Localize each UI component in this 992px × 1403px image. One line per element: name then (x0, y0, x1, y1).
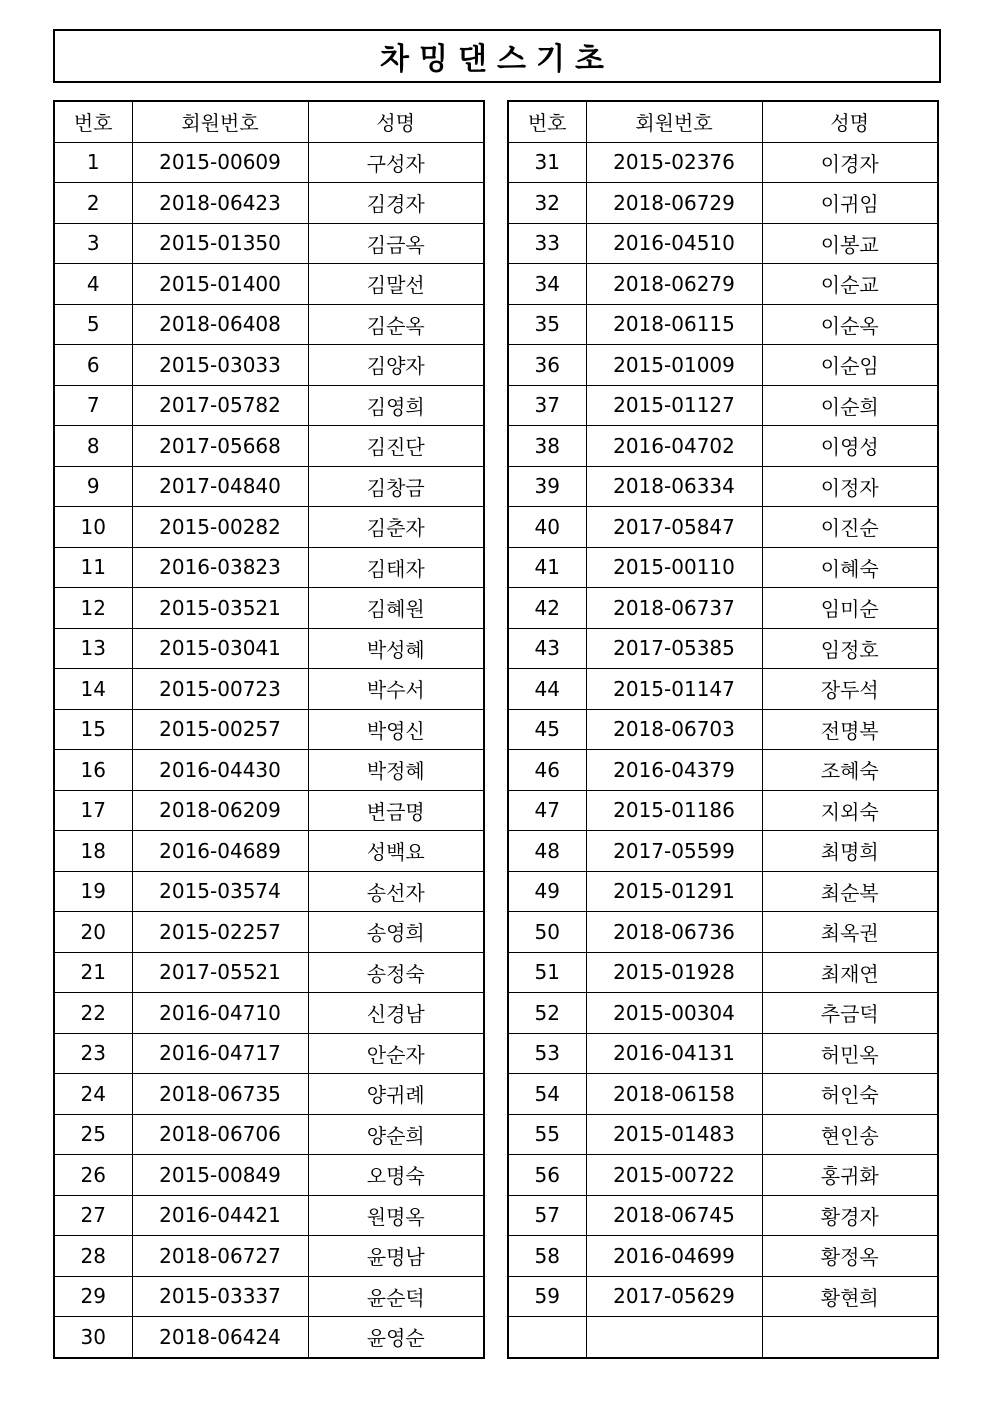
cell-member-id: 2017-05782 (132, 385, 308, 426)
table-row (54, 750, 484, 791)
cell-no: 9 (54, 466, 132, 507)
cell-member-id: 2018-06706 (132, 1114, 308, 1155)
cell-name: 허인숙 (762, 1074, 938, 1115)
cell-no: 33 (508, 223, 586, 264)
cell-no: 2 (54, 183, 132, 224)
cell-no: 46 (508, 750, 586, 791)
cell-name: 이경자 (762, 142, 938, 183)
cell-no: 21 (54, 952, 132, 993)
cell-member-id: 2017-05599 (586, 831, 762, 872)
cell-member-id: 2016-03823 (132, 547, 308, 588)
cell-no: 7 (54, 385, 132, 426)
cell-no: 24 (54, 1074, 132, 1115)
cell-no: 13 (54, 628, 132, 669)
table-row (508, 223, 938, 264)
cell-name: 원명옥 (308, 1195, 484, 1236)
header-name: 성명 (762, 101, 938, 142)
cell-no (508, 1317, 586, 1358)
cell-no: 25 (54, 1114, 132, 1155)
page-title: 차밍댄스기초 (380, 42, 614, 77)
table-row (54, 1195, 484, 1236)
cell-member-id: 2017-05521 (132, 952, 308, 993)
cell-no: 22 (54, 993, 132, 1034)
cell-name: 최재연 (762, 952, 938, 993)
table-row (54, 142, 484, 183)
cell-member-id: 2016-04699 (586, 1236, 762, 1277)
cell-member-id: 2015-01928 (586, 952, 762, 993)
cell-member-id: 2016-04510 (586, 223, 762, 264)
cell-no: 29 (54, 1276, 132, 1317)
cell-name: 구성자 (308, 142, 484, 183)
table-row (508, 1276, 938, 1317)
cell-no: 18 (54, 831, 132, 872)
cell-member-id: 2015-00110 (586, 547, 762, 588)
cell-name: 변금명 (308, 790, 484, 831)
table-row (508, 345, 938, 386)
cell-name: 김양자 (308, 345, 484, 386)
table-row (508, 993, 938, 1034)
table-row (508, 1317, 938, 1358)
cell-member-id: 2015-01147 (586, 669, 762, 710)
cell-name: 추금덕 (762, 993, 938, 1034)
cell-name: 윤순덕 (308, 1276, 484, 1317)
cell-no: 1 (54, 142, 132, 183)
cell-member-id: 2018-06334 (586, 466, 762, 507)
cell-no: 48 (508, 831, 586, 872)
cell-member-id: 2018-06745 (586, 1195, 762, 1236)
cell-member-id: 2016-04379 (586, 750, 762, 791)
table-row (54, 1074, 484, 1115)
cell-name: 황현희 (762, 1276, 938, 1317)
table-row (508, 588, 938, 629)
table-header-row (508, 101, 938, 142)
cell-no: 34 (508, 264, 586, 305)
cell-no: 58 (508, 1236, 586, 1277)
cell-member-id: 2018-06729 (586, 183, 762, 224)
cell-name: 임정호 (762, 628, 938, 669)
cell-name: 송선자 (308, 871, 484, 912)
cell-name: 이정자 (762, 466, 938, 507)
cell-no: 57 (508, 1195, 586, 1236)
cell-no: 31 (508, 142, 586, 183)
table-row (508, 507, 938, 548)
cell-name: 지외숙 (762, 790, 938, 831)
cell-no: 8 (54, 426, 132, 467)
cell-no: 4 (54, 264, 132, 305)
cell-member-id: 2018-06736 (586, 912, 762, 953)
cell-name: 이순옥 (762, 304, 938, 345)
cell-no: 59 (508, 1276, 586, 1317)
table-row (54, 952, 484, 993)
cell-member-id: 2015-01009 (586, 345, 762, 386)
table-row (508, 183, 938, 224)
cell-name: 성백요 (308, 831, 484, 872)
cell-name: 이진순 (762, 507, 938, 548)
cell-no: 53 (508, 1033, 586, 1074)
cell-no: 30 (54, 1317, 132, 1358)
cell-name: 이순희 (762, 385, 938, 426)
table-row (508, 264, 938, 305)
table-row (54, 223, 484, 264)
cell-no: 52 (508, 993, 586, 1034)
cell-member-id: 2015-03521 (132, 588, 308, 629)
roster-body-left (54, 142, 484, 1358)
table-row (54, 1033, 484, 1074)
cell-member-id: 2018-06424 (132, 1317, 308, 1358)
table-row (54, 507, 484, 548)
cell-name: 김춘자 (308, 507, 484, 548)
cell-name: 양귀례 (308, 1074, 484, 1115)
cell-member-id: 2015-01186 (586, 790, 762, 831)
table-row (54, 183, 484, 224)
table-row (54, 831, 484, 872)
cell-member-id: 2015-00609 (132, 142, 308, 183)
cell-name: 장두석 (762, 669, 938, 710)
table-row (508, 142, 938, 183)
cell-no: 32 (508, 183, 586, 224)
table-row (508, 385, 938, 426)
cell-member-id: 2015-01291 (586, 871, 762, 912)
table-row (54, 790, 484, 831)
cell-name: 박정혜 (308, 750, 484, 791)
table-row (54, 264, 484, 305)
cell-member-id: 2018-06423 (132, 183, 308, 224)
cell-member-id: 2016-04710 (132, 993, 308, 1034)
cell-no: 42 (508, 588, 586, 629)
table-row (508, 628, 938, 669)
cell-name: 윤영순 (308, 1317, 484, 1358)
cell-name: 황정옥 (762, 1236, 938, 1277)
cell-name: 이영성 (762, 426, 938, 467)
cell-name: 이혜숙 (762, 547, 938, 588)
table-row (508, 709, 938, 750)
cell-name: 조혜숙 (762, 750, 938, 791)
cell-name: 신경남 (308, 993, 484, 1034)
table-row (54, 1236, 484, 1277)
cell-name: 송영희 (308, 912, 484, 953)
cell-member-id: 2015-00304 (586, 993, 762, 1034)
cell-member-id: 2016-04689 (132, 831, 308, 872)
cell-no: 37 (508, 385, 586, 426)
cell-no: 26 (54, 1155, 132, 1196)
cell-no: 12 (54, 588, 132, 629)
cell-member-id: 2016-04702 (586, 426, 762, 467)
table-row (508, 304, 938, 345)
table-row (54, 385, 484, 426)
cell-member-id: 2015-03337 (132, 1276, 308, 1317)
cell-name: 양순희 (308, 1114, 484, 1155)
cell-member-id: 2017-05629 (586, 1276, 762, 1317)
table-row (508, 1195, 938, 1236)
cell-name: 최옥권 (762, 912, 938, 953)
cell-no: 15 (54, 709, 132, 750)
table-row (508, 426, 938, 467)
table-row (54, 426, 484, 467)
cell-member-id: 2017-04840 (132, 466, 308, 507)
cell-name: 허민옥 (762, 1033, 938, 1074)
cell-no: 44 (508, 669, 586, 710)
table-row (508, 1155, 938, 1196)
cell-member-id: 2018-06735 (132, 1074, 308, 1115)
cell-no: 20 (54, 912, 132, 953)
cell-member-id: 2015-00723 (132, 669, 308, 710)
cell-member-id: 2016-04717 (132, 1033, 308, 1074)
cell-no: 56 (508, 1155, 586, 1196)
cell-no: 5 (54, 304, 132, 345)
cell-member-id: 2018-06727 (132, 1236, 308, 1277)
table-row (508, 912, 938, 953)
cell-name: 김영희 (308, 385, 484, 426)
cell-name: 김순옥 (308, 304, 484, 345)
table-row (54, 304, 484, 345)
cell-no: 43 (508, 628, 586, 669)
cell-no: 45 (508, 709, 586, 750)
cell-name: 김태자 (308, 547, 484, 588)
cell-no: 40 (508, 507, 586, 548)
cell-name: 최명희 (762, 831, 938, 872)
cell-member-id: 2017-05668 (132, 426, 308, 467)
table-row (54, 547, 484, 588)
cell-no: 10 (54, 507, 132, 548)
cell-no: 41 (508, 547, 586, 588)
cell-no: 14 (54, 669, 132, 710)
cell-member-id: 2018-06737 (586, 588, 762, 629)
table-row (508, 466, 938, 507)
cell-name: 박영신 (308, 709, 484, 750)
table-row (54, 466, 484, 507)
cell-name: 김창금 (308, 466, 484, 507)
cell-member-id: 2015-01483 (586, 1114, 762, 1155)
roster-table-left (53, 100, 485, 1359)
header-name: 성명 (308, 101, 484, 142)
cell-member-id: 2015-01127 (586, 385, 762, 426)
cell-name: 윤명남 (308, 1236, 484, 1277)
cell-no: 47 (508, 790, 586, 831)
cell-member-id: 2015-00257 (132, 709, 308, 750)
table-row (54, 993, 484, 1034)
header-no: 번호 (54, 101, 132, 142)
header-member-id: 회원번호 (586, 101, 762, 142)
table-row (508, 750, 938, 791)
cell-no: 28 (54, 1236, 132, 1277)
cell-member-id: 2015-00282 (132, 507, 308, 548)
cell-name: 최순복 (762, 871, 938, 912)
table-row (508, 1033, 938, 1074)
roster-table-right (507, 100, 939, 1359)
cell-name: 김진단 (308, 426, 484, 467)
cell-name: 김말선 (308, 264, 484, 305)
cell-member-id: 2018-06703 (586, 709, 762, 750)
cell-name: 오명숙 (308, 1155, 484, 1196)
cell-no: 6 (54, 345, 132, 386)
header-member-id: 회원번호 (132, 101, 308, 142)
cell-no: 54 (508, 1074, 586, 1115)
cell-no: 36 (508, 345, 586, 386)
table-row (508, 1114, 938, 1155)
cell-member-id: 2015-00722 (586, 1155, 762, 1196)
cell-no: 11 (54, 547, 132, 588)
cell-name: 김금옥 (308, 223, 484, 264)
cell-name: 황경자 (762, 1195, 938, 1236)
cell-member-id: 2018-06408 (132, 304, 308, 345)
table-row (54, 1276, 484, 1317)
table-row (508, 790, 938, 831)
cell-member-id: 2016-04131 (586, 1033, 762, 1074)
roster-body-right (508, 142, 938, 1358)
cell-name: 이봉교 (762, 223, 938, 264)
cell-name: 임미순 (762, 588, 938, 629)
cell-member-id: 2017-05385 (586, 628, 762, 669)
cell-member-id: 2018-06279 (586, 264, 762, 305)
table-row (54, 345, 484, 386)
table-row (508, 952, 938, 993)
title-box (53, 29, 941, 83)
cell-member-id: 2018-06115 (586, 304, 762, 345)
cell-no: 51 (508, 952, 586, 993)
cell-no: 55 (508, 1114, 586, 1155)
cell-no: 19 (54, 871, 132, 912)
table-row (508, 669, 938, 710)
cell-name: 홍귀화 (762, 1155, 938, 1196)
cell-no: 49 (508, 871, 586, 912)
table-row (508, 871, 938, 912)
cell-member-id: 2016-04430 (132, 750, 308, 791)
cell-name: 이귀임 (762, 183, 938, 224)
cell-no: 23 (54, 1033, 132, 1074)
table-row (54, 669, 484, 710)
cell-name: 박성혜 (308, 628, 484, 669)
cell-name: 김혜원 (308, 588, 484, 629)
cell-name: 송정숙 (308, 952, 484, 993)
table-row (54, 871, 484, 912)
cell-member-id: 2016-04421 (132, 1195, 308, 1236)
cell-no: 3 (54, 223, 132, 264)
table-row (54, 912, 484, 953)
cell-name: 현인송 (762, 1114, 938, 1155)
cell-member-id: 2015-03033 (132, 345, 308, 386)
table-row (508, 547, 938, 588)
table-header-row (54, 101, 484, 142)
cell-no: 27 (54, 1195, 132, 1236)
cell-member-id (586, 1317, 762, 1358)
cell-name: 박수서 (308, 669, 484, 710)
table-row (508, 1236, 938, 1277)
cell-name: 이순교 (762, 264, 938, 305)
cell-member-id: 2018-06158 (586, 1074, 762, 1115)
cell-no: 16 (54, 750, 132, 791)
cell-name: 전명복 (762, 709, 938, 750)
table-row (508, 831, 938, 872)
table-row (54, 628, 484, 669)
cell-no: 17 (54, 790, 132, 831)
cell-member-id: 2015-02376 (586, 142, 762, 183)
table-row (54, 588, 484, 629)
cell-no: 50 (508, 912, 586, 953)
cell-name: 김경자 (308, 183, 484, 224)
cell-name: 이순임 (762, 345, 938, 386)
cell-name: 안순자 (308, 1033, 484, 1074)
table-row (54, 1155, 484, 1196)
cell-member-id: 2015-00849 (132, 1155, 308, 1196)
cell-no: 38 (508, 426, 586, 467)
cell-member-id: 2017-05847 (586, 507, 762, 548)
table-row (54, 1114, 484, 1155)
cell-member-id: 2015-03574 (132, 871, 308, 912)
cell-name (762, 1317, 938, 1358)
table-row (54, 1317, 484, 1358)
cell-no: 39 (508, 466, 586, 507)
cell-member-id: 2015-03041 (132, 628, 308, 669)
cell-no: 35 (508, 304, 586, 345)
table-row (54, 709, 484, 750)
cell-member-id: 2015-01350 (132, 223, 308, 264)
table-row (508, 1074, 938, 1115)
header-no: 번호 (508, 101, 586, 142)
cell-member-id: 2015-02257 (132, 912, 308, 953)
cell-member-id: 2018-06209 (132, 790, 308, 831)
cell-member-id: 2015-01400 (132, 264, 308, 305)
